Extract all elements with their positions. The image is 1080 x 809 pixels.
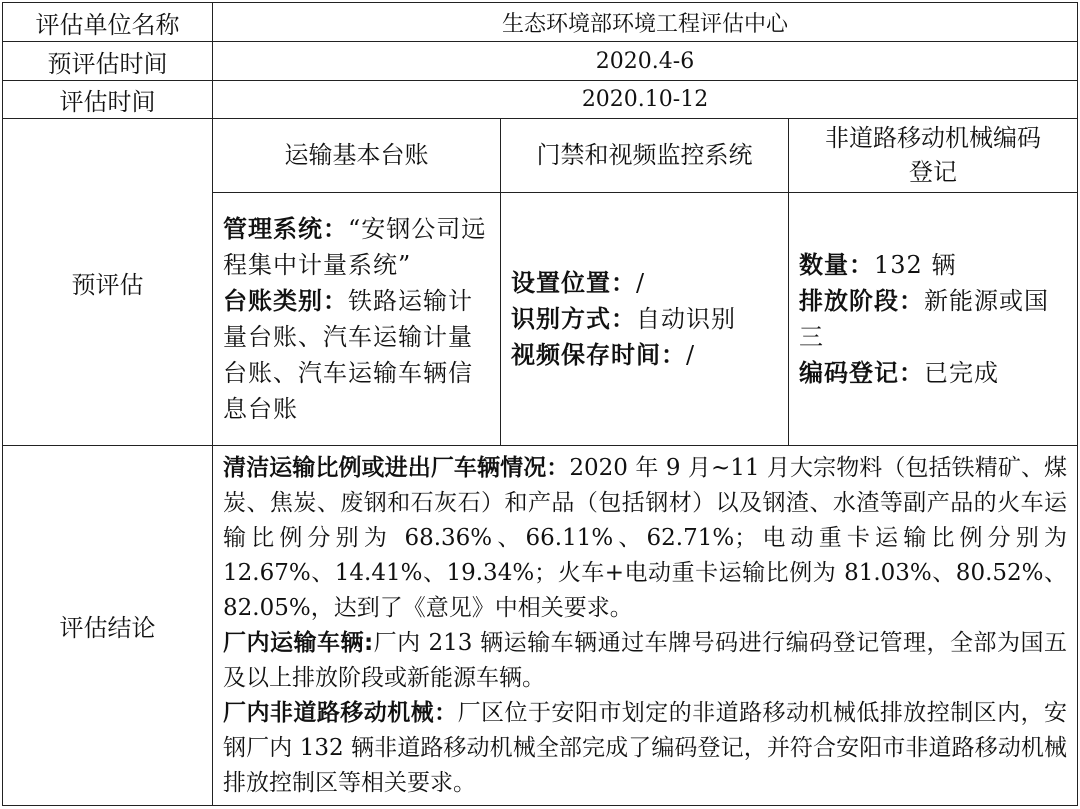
time-label: 评估时间 (3, 81, 213, 119)
conclusion-paragraph-transport (223, 451, 1067, 626)
conclusion-machinery-text: 厂区位于安阳市划定的非道路移动机械低排放控制区内，安钢厂内 132 辆非道路移动机械全部完成了编码登记，并符合安阳市非道路移动机械排放控制区等相关要求。 (223, 699, 1068, 796)
ledger-system-key: 管理系统： (223, 215, 348, 243)
gate-method-value: 自动识别 (636, 305, 736, 333)
gate-location-value: / (636, 269, 646, 297)
machinery-stage-value: 新能源或国三 (799, 287, 1049, 351)
machinery-count-value: 132 辆 (874, 251, 957, 279)
gate-location-key: 设置位置： (511, 269, 636, 297)
conclusion-transport-text: 2020 年 9 月~11 月大宗物料（包括铁精矿、煤炭、焦炭、废钢和石灰石）和产品（包括钢材）以及钢渣、水渣等副产品的火车运输比例分别为 68.36%、66.11%、62.71%；电动重卡运输比例分别为 12.67%、14.41%、19.34%；火车+电动重卡运输比例为 81.03%、80.52%、82.05%，达到了《意见》中相关要求。 (223, 454, 1068, 621)
conclusion-paragraph-machinery (223, 696, 1067, 801)
unit-value: 生态环境部环境工程评估中心 (213, 3, 1078, 42)
machinery-reg-value: 已完成 (924, 359, 999, 387)
machinery-count-key: 数量： (799, 251, 874, 279)
pre-time-label: 预评估时间 (3, 42, 213, 81)
time-value: 2020.10-12 (213, 81, 1078, 119)
conclusion-paragraph-vehicles (223, 626, 1067, 696)
gate-retention-key: 视频保存时间： (511, 341, 686, 369)
columns-row (3, 119, 1078, 193)
pre-eval-label: 预评估 (3, 119, 213, 446)
conclusion-cell (213, 446, 1078, 806)
conclusion-vehicles-text: 厂内 213 辆运输车辆通过车牌号码进行编码登记管理，全部为国五及以上排放阶段或新能源车辆。 (223, 629, 1068, 691)
conclusion-transport-key: 清洁运输比例或进出厂车辆情况： (223, 454, 570, 481)
machinery-cell (789, 193, 1078, 446)
unit-label: 评估单位名称 (3, 3, 213, 42)
conclusion-row (3, 446, 1078, 806)
column-machinery-line1: 非道路移动机械编码 (825, 123, 1042, 152)
time-row (3, 81, 1078, 119)
conclusion-machinery-key: 厂内非道路移动机械： (223, 699, 458, 726)
evaluation-table (2, 2, 1078, 806)
ledger-type-key: 台账类别： (223, 287, 348, 315)
gate-cell (501, 193, 789, 446)
machinery-stage-key: 排放阶段： (799, 287, 924, 315)
unit-row (3, 3, 1078, 42)
conclusion-label: 评估结论 (3, 446, 213, 806)
ledger-cell (213, 193, 501, 446)
pre-time-row (3, 42, 1078, 81)
column-machinery (789, 119, 1078, 193)
column-gate: 门禁和视频监控系统 (501, 119, 789, 193)
column-ledger: 运输基本台账 (213, 119, 501, 193)
gate-method-key: 识别方式： (511, 305, 636, 333)
pre-time-value: 2020.4-6 (213, 42, 1078, 81)
conclusion-vehicles-key: 厂内运输车辆: (223, 629, 374, 656)
ledger-type-value: 铁路运输计量台账、汽车运输计量台账、汽车运输车辆信息台账 (223, 287, 473, 423)
column-machinery-line2: 登记 (909, 157, 958, 186)
ledger-system-value: “安钢公司远程集中计量系统” (223, 215, 487, 279)
machinery-reg-key: 编码登记： (799, 359, 924, 387)
gate-retention-value: / (686, 341, 696, 369)
